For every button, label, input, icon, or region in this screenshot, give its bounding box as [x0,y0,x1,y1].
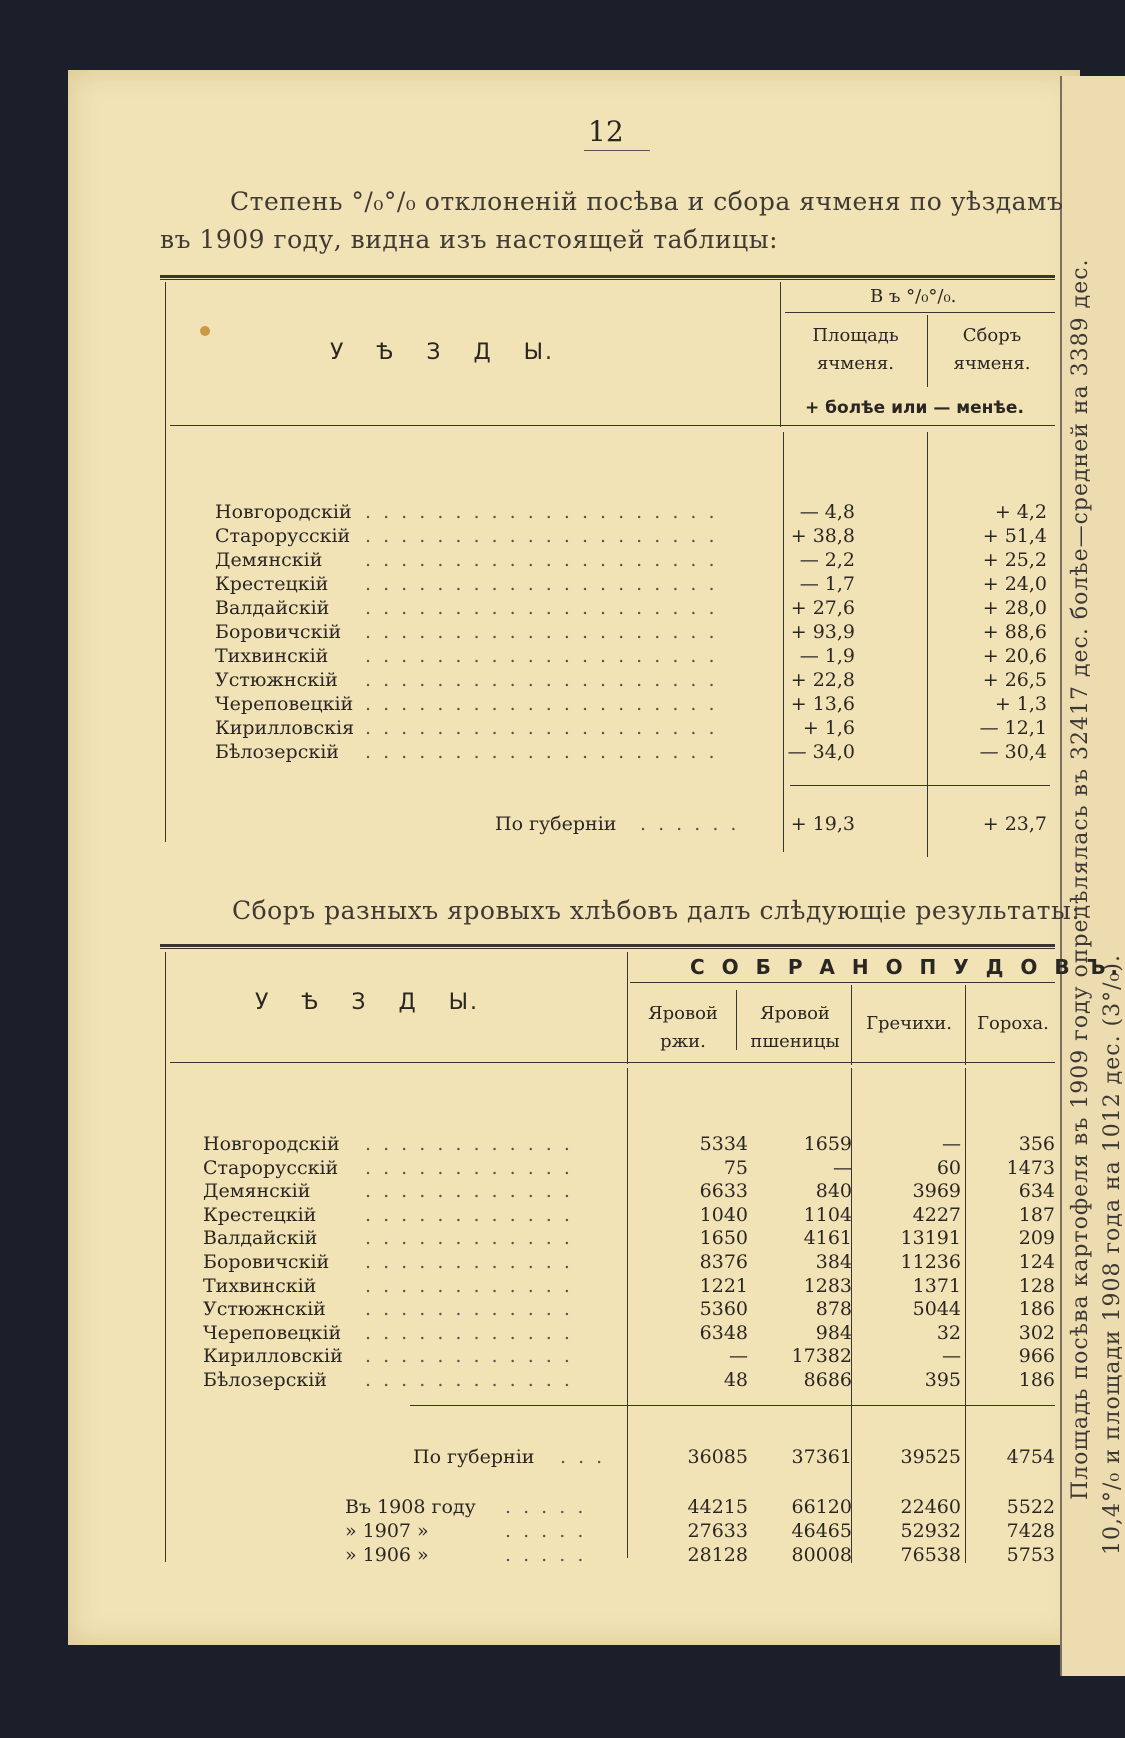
table1-row [215,500,1055,524]
table2-year-label: » 1907 » [345,1520,429,1542]
table2-row-wheat: — [833,1156,852,1179]
table1-row-name: Валдайскій [215,597,330,619]
table2-row-wheat: 984 [815,1321,852,1344]
table2-row-name: Новгородскій [203,1133,340,1155]
table1-col-rule-a [780,282,781,427]
table1-row-area: + 1,6 [802,717,855,739]
table1-row-name: Тихвинскій [215,645,329,667]
table2-row-rye: 1040 [699,1203,748,1226]
table2-row-buckwheat: 13191 [900,1227,961,1250]
table2-row [203,1156,1055,1180]
table2-row-name: Устюжнскій [203,1298,326,1321]
table1-row [215,716,1055,740]
table1-uezdy-header: У Ѣ З Д Ы. [330,340,555,365]
table1-total-rule [790,785,1050,786]
table2-group-header: С О Б Р А Н О П У Д О В Ъ. [690,955,1123,979]
table2-year-dots: . . . . . [505,1496,587,1518]
table2-row-buckwheat: 1371 [912,1274,961,1297]
table2-row-peas: 186 [1018,1369,1055,1391]
table1-row-name: Крестецкій [215,573,329,595]
table2-row-rye: 5360 [699,1298,748,1321]
table2-row-name: Кирилловскій [203,1345,343,1368]
table1-total-name: По губерніи [495,813,617,835]
table2-row-name: Череповецкій [203,1321,342,1344]
table2-year-rye: 27633 [687,1520,748,1542]
table1-header-bottom-rule [170,425,1055,426]
table1-row-dots: . . . . . . . . . . . . . . . . . . . . [365,597,718,619]
table1-row [215,668,1055,692]
table1-row-name: Устюжнскій [215,669,338,691]
table2-year-wheat: 66120 [791,1496,852,1518]
table1-row-dots: . . . . . . . . . . . . . . . . . . . . [365,621,718,643]
table2-row [203,1203,1055,1227]
table2-total-row [413,1445,1055,1469]
table2-col-rule-a [627,952,628,1064]
table1-row-name: Череповецкій [215,693,354,715]
table2-year-rye: 44215 [687,1496,748,1518]
table2-col-buckwheat: Гречихи. [866,1013,952,1034]
table2-row-peas: 634 [1018,1180,1055,1203]
table1-row-area: + 93,9 [790,621,855,643]
table2-row-peas: 1473 [1006,1156,1055,1179]
table2-row-dots: . . . . . . . . . . . . [365,1251,573,1273]
table2-row-wheat: 840 [815,1180,852,1203]
table1-row-dots: . . . . . . . . . . . . . . . . . . . . [365,669,718,691]
table2-row-buckwheat: — [942,1345,961,1368]
table1-row-name: Новгородскій [215,501,352,523]
table2-row [203,1344,1055,1368]
table2-row-peas: 128 [1018,1274,1055,1297]
table2-header-bottom-rule [170,1062,1055,1063]
table1-row-area: — 34,0 [787,741,855,763]
table1-group-header: В ъ °/₀°/₀. [870,286,957,307]
table1-row-dots: . . . . . . . . . . . . . . . . . . . . [365,549,718,571]
table2-row-dots: . . . . . . . . . . . . [365,1369,573,1391]
table1-top-rule [160,275,1055,278]
table1-row-area: — 4,8 [799,501,855,523]
table1-harvest-header: Сборъ ячменя. [953,325,1031,374]
table2-row-peas: 209 [1018,1227,1055,1250]
table2-row-rye: 6348 [699,1321,748,1344]
table2-year-peas: 5522 [1006,1496,1055,1518]
table1-total-area: + 19,3 [790,813,855,835]
results-heading: Сборъ разныхъ яровыхъ хлѣбовъ далъ слѣдующіе результаты: [232,896,1081,925]
table2-row-buckwheat: 11236 [900,1251,961,1273]
table2-row-dots: . . . . . . . . . . . . [365,1227,573,1250]
table1-row-area: + 22,8 [790,669,855,691]
table2-year-row [345,1495,1055,1519]
table1-row-harvest: + 25,2 [982,549,1047,571]
table2-row-wheat: 4161 [803,1227,852,1250]
table2-row-name: Боровичскій [203,1251,330,1273]
table2-total-dots: . . . [560,1446,606,1468]
table1-group-rule [785,312,1055,313]
table2-group-rule [630,982,1055,983]
table2-year-dots: . . . . . [505,1544,587,1566]
table1-row-harvest: + 28,0 [982,597,1047,619]
table1-row-dots: . . . . . . . . . . . . . . . . . . . . [365,525,718,547]
table2-row [203,1297,1055,1321]
table1-col-rule-b [927,315,928,387]
table2-row [203,1179,1055,1203]
table2-row-wheat: 1104 [803,1203,852,1226]
table2-total-name: По губерніи [413,1446,535,1468]
table1-row-dots: . . . . . . . . . . . . . . . . . . . . [365,693,718,715]
table2-year-peas: 7428 [1006,1520,1055,1542]
table1-row [215,548,1055,572]
table2-total-peas: 4754 [1006,1446,1055,1468]
table1-row-area: — 1,9 [799,645,855,667]
table2-row-wheat: 384 [815,1251,852,1273]
table1-row-harvest: + 26,5 [982,669,1047,691]
table2-year-row [345,1519,1055,1543]
table1-area-header: Площадь ячменя. [812,325,899,374]
table2-row [203,1368,1055,1392]
table2-row [203,1226,1055,1250]
table2-row-wheat: 1659 [803,1133,852,1155]
table2-uezdy-header: У Ѣ З Д Ы. [255,990,480,1015]
table1-row [215,620,1055,644]
table2-year-dots: . . . . . [505,1520,587,1542]
table2-row-buckwheat: 3969 [912,1180,961,1203]
table2-row-rye: 1650 [699,1227,748,1250]
table2-year-buckwheat: 76538 [900,1544,961,1566]
table2-year-row [345,1543,1055,1567]
table1-total-harvest: + 23,7 [982,813,1047,835]
table2-row-peas: 186 [1018,1298,1055,1321]
table2-row-name: Крестецкій [203,1203,317,1226]
table2-row-dots: . . . . . . . . . . . . [365,1298,573,1321]
table2-row-rye: 5334 [699,1133,748,1155]
table2-row [203,1132,1055,1156]
table2-total-rye: 36085 [687,1446,748,1468]
table2-row-wheat: 8686 [803,1369,852,1391]
table1-row [215,692,1055,716]
table2-row-wheat: 878 [815,1298,852,1321]
table2-row-buckwheat: 4227 [912,1203,961,1226]
table2-row-dots: . . . . . . . . . . . . [365,1321,573,1344]
table1-row-harvest: — 30,4 [979,741,1047,763]
table2-row-dots: . . . . . . . . . . . . [365,1274,573,1297]
table2-row-dots: . . . . . . . . . . . . [365,1156,573,1179]
table1-row-harvest: — 12,1 [979,717,1047,739]
table1-row-name: Боровичскій [215,621,342,643]
table2-left-rule [165,952,166,1562]
table1-row-harvest: + 4,2 [994,501,1047,523]
table2-total-rule [410,1405,1055,1406]
table2-row-wheat: 17382 [791,1345,852,1368]
table2-row-buckwheat: 5044 [912,1298,961,1321]
table1-row [215,740,1055,764]
table1-row-dots: . . . . . . . . . . . . . . . . . . . . [365,645,718,667]
table2-year-wheat: 80008 [791,1544,852,1566]
table1-row-name: Кирилловскія [215,717,355,739]
table2-year-peas: 5753 [1006,1544,1055,1566]
table2-row-peas: 356 [1018,1133,1055,1155]
table2-row-name: Демянскій [203,1180,311,1203]
table1-row-area: + 38,8 [790,525,855,547]
table2-col-wheat: Яровой пшеницы [750,1003,840,1052]
table2-year-rye: 28128 [687,1544,748,1566]
table2-row [203,1250,1055,1274]
foldout-line-2: 10,4°/₀ и площади 1908 года на 1012 дес. (3°/₀). [1100,954,1125,1555]
table1-total-dots: . . . . . . [640,813,740,835]
table2-top-rule [160,944,1055,947]
paper-stain [200,326,210,336]
table2-total-wheat: 37361 [791,1446,852,1468]
table2-row-peas: 302 [1018,1321,1055,1344]
table2-row-wheat: 1283 [803,1274,852,1297]
table2-col-rule-d [965,985,966,1065]
table2-row-rye: — [729,1345,748,1368]
table2-row-peas: 124 [1018,1251,1055,1273]
table2-year-label: » 1906 » [345,1544,429,1566]
table1-left-rule [165,282,166,842]
table2-row-dots: . . . . . . . . . . . . [365,1133,573,1155]
table2-row-dots: . . . . . . . . . . . . [365,1345,573,1368]
table1-row [215,644,1055,668]
table1-row-dots: . . . . . . . . . . . . . . . . . . . . [365,501,718,523]
intro-line-2: въ 1909 году, видна изъ настоящей таблицы: [160,225,779,254]
table2-row-rye: 8376 [699,1251,748,1273]
table2-row [203,1321,1055,1345]
table1-row-harvest: + 24,0 [982,573,1047,595]
table2-row-rye: 6633 [699,1180,748,1203]
table1-total-row [495,812,1055,836]
table2-row-buckwheat: 60 [936,1156,961,1179]
table1-row-area: — 2,2 [799,549,855,571]
table2-col-rule-c [851,985,852,1065]
intro-line-1: Степень °/₀°/₀ отклоненій посѣва и сбора ячменя по уѣздамъ [230,187,1064,216]
table1-row-area: — 1,7 [799,573,855,595]
table2-row [203,1274,1055,1298]
page-number: 12 [588,115,624,148]
table2-total-buckwheat: 39525 [900,1446,961,1468]
table1-row-name: Старорусскій [215,525,351,547]
table2-row-buckwheat: — [942,1133,961,1155]
table1-row-name: Бѣлозерскій [215,741,339,763]
table2-row-buckwheat: 395 [924,1369,961,1391]
table1-row-dots: . . . . . . . . . . . . . . . . . . . . [365,741,718,763]
table1-row-name: Демянскій [215,549,323,571]
table2-year-wheat: 46465 [791,1520,852,1542]
table2-row-buckwheat: 32 [936,1321,961,1344]
table2-year-label: Въ 1908 году [345,1496,476,1518]
table1-row-harvest: + 88,6 [982,621,1047,643]
table1-more-less: + болѣе или — менѣе. [805,398,1024,418]
table2-col-peas: Гороха. [977,1013,1049,1034]
table2-year-buckwheat: 52932 [900,1520,961,1542]
table2-row-name: Тихвинскій [203,1274,317,1297]
foldout-line-1: Площадь посѣва картофеля въ 1909 году опредѣлялась въ 32417 дес. болѣе—средней на 3389 дес. [1068,258,1093,1500]
table1-row-harvest: + 1,3 [994,693,1047,715]
table2-year-buckwheat: 22460 [900,1496,961,1518]
table2-top-rule-2 [160,948,1055,949]
table1-row-harvest: + 51,4 [982,525,1047,547]
table2-row-name: Валдайскій [203,1227,318,1250]
table1-row [215,596,1055,620]
table1-row [215,572,1055,596]
table1-top-rule-2 [160,279,1055,280]
table2-row-name: Старорусскій [203,1156,339,1179]
table2-col-rye: Яровой ржи. [648,1003,718,1052]
table1-row [215,524,1055,548]
table2-row-name: Бѣлозерскій [203,1369,327,1391]
table2-row-dots: . . . . . . . . . . . . [365,1180,573,1203]
table2-row-peas: 966 [1018,1345,1055,1368]
table1-row-area: + 13,6 [790,693,855,715]
table2-row-rye: 1221 [699,1274,748,1297]
table2-row-dots: . . . . . . . . . . . . [365,1203,573,1226]
table2-row-rye: 75 [723,1156,748,1179]
table1-row-area: + 27,6 [790,597,855,619]
table2-row-peas: 187 [1018,1203,1055,1226]
table1-row-dots: . . . . . . . . . . . . . . . . . . . . [365,573,718,595]
table2-col-rule-b [736,990,737,1050]
table1-row-dots: . . . . . . . . . . . . . . . . . . . . [365,717,718,739]
page-number-underline [584,150,650,151]
table2-row-rye: 48 [723,1369,748,1391]
table1-row-harvest: + 20,6 [982,645,1047,667]
